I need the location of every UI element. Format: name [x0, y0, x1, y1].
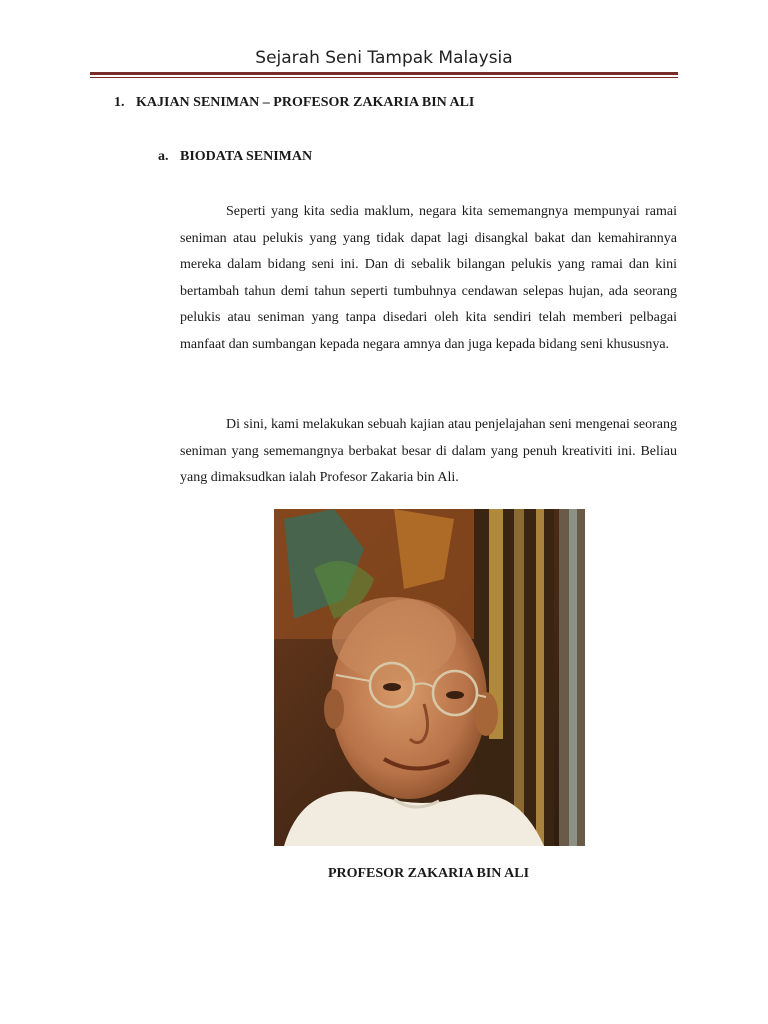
header-rule-thin: [90, 77, 678, 78]
subsection-letter: a.: [158, 149, 169, 164]
body-paragraph-2: Di sini, kami melakukan sebuah kajian atau penjelajahan seni mengenai seorang seniman yang sememangnya berbakat besar di dalam yang penuh kreativiti ini. Beliau yang dimaksudkan ialah Profesor Zakaria bin Ali.: [180, 417, 677, 485]
artist-portrait-photo: [274, 509, 585, 846]
body-paragraph-1: Seperti yang kita sedia maklum, negara kita sememangnya mempunyai ramai seniman atau pelukis yang yang tidak dapat lagi disangkal bakat dan kemahirannya mereka dalam bidang seni ini. Dan di sebalik bilangan pelukis yang ramai dan kini bertambah tahun demi tahun seperti tumbuhnya cendawan selepas hujan, ada seorang pelukis atau seniman yang tanpa disedari oleh kita sendiri telah memberi pelbagai manfaat dan sumbangan kepada negara amnya dan juga kepada bidang seni khususnya.: [180, 204, 677, 352]
subsection-title: BIODATA SENIMAN: [180, 149, 313, 164]
section-title: KAJIAN SENIMAN – PROFESOR ZAKARIA BIN ALI: [136, 95, 475, 110]
figure-caption: PROFESOR ZAKARIA BIN ALI: [327, 866, 530, 881]
header-rule-thick: [90, 72, 678, 75]
page-header-title: Sejarah Seni Tampak Malaysia: [255, 48, 513, 68]
section-heading: [114, 95, 474, 111]
section-number: 1.: [114, 95, 125, 110]
subsection-heading: [158, 149, 312, 165]
